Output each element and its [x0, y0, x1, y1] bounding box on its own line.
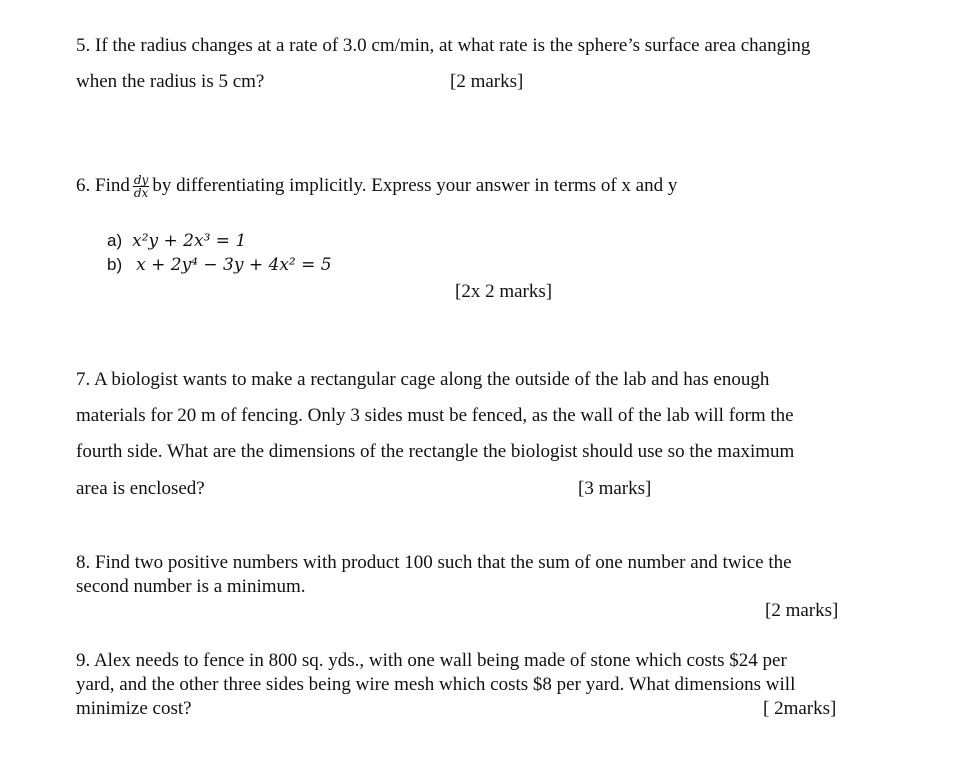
q8-line1: 8. Find two positive numbers with product 100 such that the sum of one number and twice the	[76, 552, 792, 573]
q7-marks: [3 marks]	[578, 478, 652, 499]
q7-line1: 7. A biologist wants to make a rectangular cage along the outside of the lab and has enough	[76, 369, 770, 390]
frac-denominator: dx	[133, 186, 149, 201]
q7-line2: materials for 20 m of fencing. Only 3 sides must be fenced, as the wall of the lab will form the	[76, 405, 794, 426]
q7-line3: fourth side. What are the dimensions of the rectangle the biologist should use so the maximum	[76, 441, 795, 462]
q9-line1: 9. Alex needs to fence in 800 sq. yds., with one wall being made of stone which costs $24 per	[76, 650, 787, 671]
q6-marks: [2x 2 marks]	[455, 281, 553, 302]
part-b-equation: x + 2y⁴ − 3y + 4x² = 5	[136, 255, 332, 275]
q5-line2: when the radius is 5 cm?	[76, 71, 265, 92]
dy-dx-fraction	[133, 174, 149, 199]
q6-part-a	[107, 230, 246, 252]
part-a-label: a)	[107, 231, 123, 250]
q5-line1: 5. If the radius changes at a rate of 3.0 cm/min, at what rate is the sphere’s surface area changing	[76, 35, 811, 56]
q8-line2: second number is a minimum.	[76, 576, 306, 597]
q9-line2: yard, and the other three sides being wire mesh which costs $8 per yard. What dimensions will	[76, 674, 796, 695]
q5-marks: [2 marks]	[450, 71, 524, 92]
q8-marks: [2 marks]	[765, 600, 839, 621]
q9-line3: minimize cost?	[76, 698, 192, 719]
q6-suffix: by differentiating implicitly. Express your answer in terms of x and y	[152, 175, 678, 196]
q9-marks: [ 2marks]	[763, 698, 837, 719]
q6-part-b	[107, 254, 332, 276]
q7-line4: area is enclosed?	[76, 478, 205, 499]
part-a-equation: x²y + 2x³ = 1	[132, 231, 247, 251]
frac-numerator: dy	[133, 173, 149, 188]
q6-line1	[76, 168, 677, 204]
part-b-label: b)	[107, 255, 123, 274]
q6-prefix: 6. Find	[76, 175, 130, 196]
